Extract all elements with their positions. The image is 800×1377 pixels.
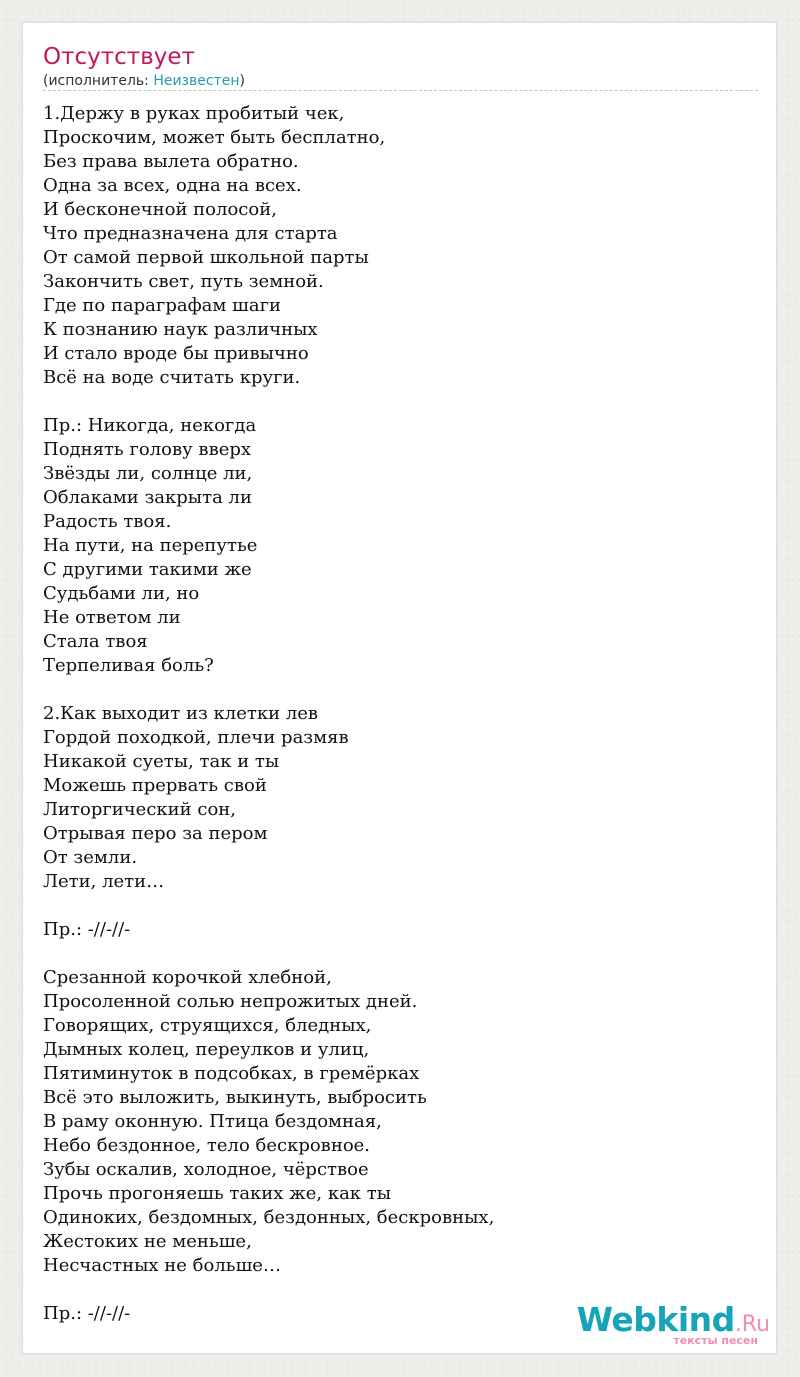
lyrics-line: Пр.: Никогда, некогда [43, 415, 257, 436]
lyrics-blank-line [43, 894, 494, 918]
site-logo[interactable] [576, 1300, 770, 1347]
lyrics-line: Лети, лети… [43, 871, 165, 892]
lyrics-line: Одиноких, бездомных, бездонных, бескровных, [43, 1207, 495, 1228]
lyrics-line: Что предназначена для старта [43, 223, 338, 244]
lyrics-text [43, 102, 494, 1326]
lyrics-line: Небо бездонное, тело бескровное. [43, 1135, 371, 1156]
lyrics-line: Стала твоя [43, 631, 148, 652]
lyrics-card [22, 22, 777, 1354]
artist-line [43, 72, 245, 90]
lyrics-line: Прочь прогоняешь таких же, как ты [43, 1183, 392, 1204]
lyrics-line: Пятиминуток в подсобках, в гремёрках [43, 1063, 420, 1084]
lyrics-line: Пр.: -//-//- [43, 1303, 131, 1324]
lyrics-line: От самой первой школьной парты [43, 247, 369, 268]
artist-link[interactable]: Неизвестен [153, 73, 240, 89]
lyrics-line: Не ответом ли [43, 607, 181, 628]
lyrics-line: Жестоких не меньше, [43, 1231, 252, 1252]
lyrics-line: И бесконечной полосой, [43, 199, 277, 220]
lyrics-line: Звёзды ли, солнце ли, [43, 463, 253, 484]
lyrics-line: Дымных колец, переулков и улиц, [43, 1039, 370, 1060]
lyrics-line: Говорящих, струящихся, бледных, [43, 1015, 372, 1036]
lyrics-line: Литоргический сон, [43, 799, 236, 820]
lyrics-line: Гордой походкой, плечи размяв [43, 727, 349, 748]
lyrics-line: И стало вроде бы привычно [43, 343, 309, 364]
logo-tld: .Ru [734, 1312, 770, 1337]
logo-tagline: тексты песен [673, 1334, 758, 1347]
lyrics-line: На пути, на перепутье [43, 535, 258, 556]
lyrics-line: Судьбами ли, но [43, 583, 200, 604]
title-divider [43, 90, 758, 91]
lyrics-line: Просоленной солью непрожитых дней. [43, 991, 418, 1012]
lyrics-line: Всё на воде считать круги. [43, 367, 301, 388]
lyrics-line: Можешь прервать свой [43, 775, 267, 796]
lyrics-blank-line [43, 390, 494, 414]
lyrics-blank-line [43, 942, 494, 966]
lyrics-line: 2.Как выходит из клетки лев [43, 703, 319, 724]
lyrics-line: 1.Держу в руках пробитый чек, [43, 103, 345, 124]
lyrics-line: Поднять голову вверх [43, 439, 252, 460]
lyrics-blank-line [43, 1278, 494, 1302]
lyrics-line: Срезанной корочкой хлебной, [43, 967, 332, 988]
lyrics-line: Радость твоя. [43, 511, 172, 532]
lyrics-line: От земли. [43, 847, 138, 868]
lyrics-line: Пр.: -//-//- [43, 919, 131, 940]
song-title: Отсутствует [43, 44, 195, 70]
lyrics-line: Никакой суеты, так и ты [43, 751, 280, 772]
lyrics-line: К познанию наук различных [43, 319, 318, 340]
lyrics-line: Терпеливая боль? [43, 655, 214, 676]
lyrics-line: В раму оконную. Птица бездомная, [43, 1111, 382, 1132]
lyrics-line: Проскочим, может быть бесплатно, [43, 127, 386, 148]
lyrics-line: Отрывая перо за пером [43, 823, 268, 844]
artist-suffix: ) [239, 73, 245, 89]
lyrics-line: Без права вылета обратно. [43, 151, 299, 172]
lyrics-line: С другими такими же [43, 559, 252, 580]
lyrics-line: Одна за всех, одна на всех. [43, 175, 302, 196]
lyrics-line: Всё это выложить, выкинуть, выбросить [43, 1087, 427, 1108]
logo-brand: Webkind [576, 1300, 735, 1339]
lyrics-blank-line [43, 678, 494, 702]
lyrics-line: Закончить свет, путь земной. [43, 271, 324, 292]
lyrics-line: Несчастных не больше… [43, 1255, 281, 1276]
lyrics-line: Зубы оскалив, холодное, чёрствое [43, 1159, 369, 1180]
artist-prefix: (исполнитель: [43, 73, 154, 89]
lyrics-line: Где по параграфам шаги [43, 295, 282, 316]
lyrics-line: Облаками закрыта ли [43, 487, 252, 508]
